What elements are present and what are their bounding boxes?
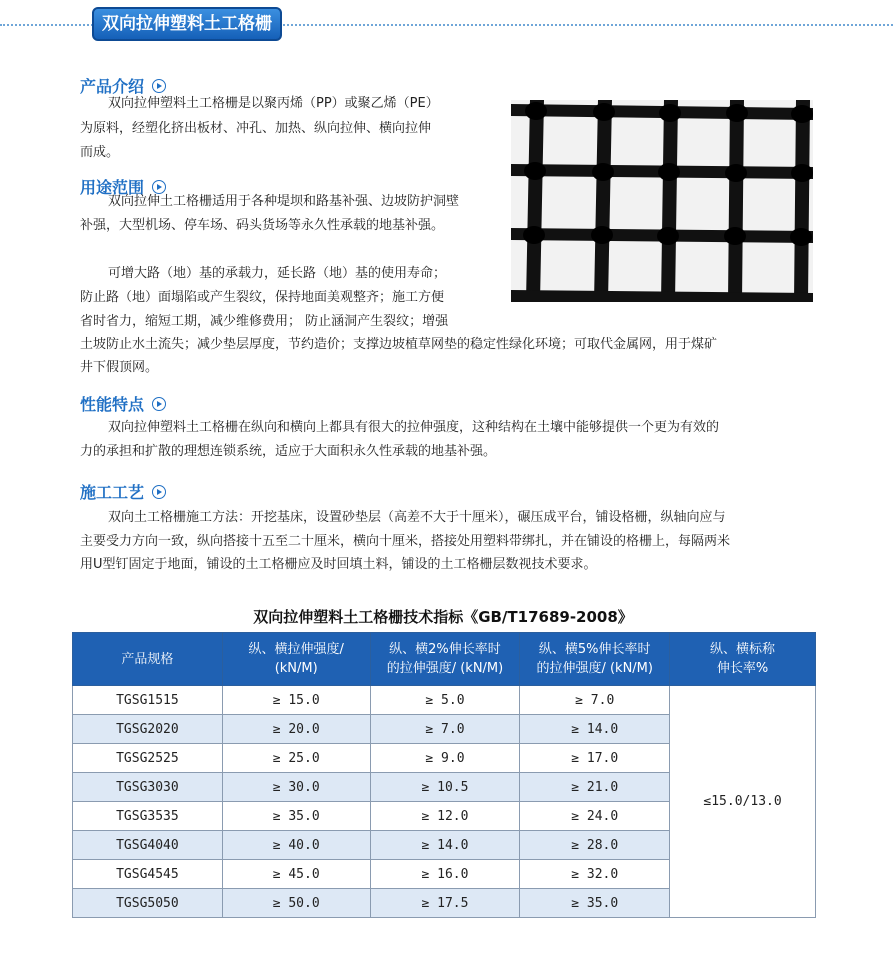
arrow-circle-icon xyxy=(152,180,166,194)
section-title-usage: 用途范围 xyxy=(80,175,166,198)
section-title-intro: 产品介绍 xyxy=(80,74,166,97)
table-cell: ≥ 20.0 xyxy=(222,715,370,744)
table-cell: ≥ 25.0 xyxy=(222,744,370,773)
usage-line: 补强，大型机场、停车场、码头货场等永久性承载的地基补强。 xyxy=(80,218,445,233)
table-cell: ≥ 15.0 xyxy=(222,686,370,715)
table-cell: ≥ 17.0 xyxy=(520,744,670,773)
table-cell: TGSG5050 xyxy=(73,889,223,918)
construction-line: 主要受力方向一致，纵向搭接十五至二十厘米，横向十厘米，搭接处用塑料带绑扎，并在铺设的格栅上，每隔两米 xyxy=(80,534,731,549)
section-title-construction: 施工工艺 xyxy=(80,480,166,503)
table-cell: ≥ 24.0 xyxy=(520,802,670,831)
table-cell: ≥ 45.0 xyxy=(222,860,370,889)
table-cell: ≥ 5.0 xyxy=(370,686,520,715)
table-row xyxy=(73,686,816,715)
table-cell: ≥ 16.0 xyxy=(370,860,520,889)
construction-line: 用U型钉固定于地面，铺设的土工格栅应及时回填土料，铺设的土工格栅层数视技术要求。 xyxy=(80,557,597,572)
spec-table xyxy=(72,632,816,918)
usage-line: 省时省力，缩短工期，减少维修费用； 防止涵洞产生裂纹；增强 xyxy=(80,314,449,329)
header-cell: 纵、横拉伸强度/ (kN/M) xyxy=(222,633,370,686)
features-line: 力的承担和扩散的理想连锁系统，适应于大面积永久性承载的地基补强。 xyxy=(80,444,497,459)
table-header-row xyxy=(73,633,816,686)
usage-line: 井下假顶网。 xyxy=(80,360,159,375)
intro-line: 双向拉伸塑料土工格栅是以聚丙烯（PP）或聚乙烯（PE） xyxy=(108,96,439,111)
intro-line: 而成。 xyxy=(80,145,120,160)
table-cell: ≥ 7.0 xyxy=(370,715,520,744)
arrow-circle-icon xyxy=(152,79,166,93)
table-cell: TGSG4040 xyxy=(73,831,223,860)
table-cell: TGSG2020 xyxy=(73,715,223,744)
geogrid-photo xyxy=(511,100,813,302)
elongation-cell: ≤15.0/13.0 xyxy=(670,686,816,918)
table-cell: TGSG4545 xyxy=(73,860,223,889)
table-cell: TGSG1515 xyxy=(73,686,223,715)
table-cell: ≥ 10.5 xyxy=(370,773,520,802)
table-cell: ≥ 35.0 xyxy=(520,889,670,918)
table-cell: ≥ 30.0 xyxy=(222,773,370,802)
table-cell: ≥ 32.0 xyxy=(520,860,670,889)
usage-line: 土坡防止水土流失；减少垫层厚度，节约造价；支撑边坡植草网垫的稳定性绿化环境；可取代金属网，用于煤矿 xyxy=(80,337,718,352)
arrow-circle-icon xyxy=(152,485,166,499)
page-title: 双向拉伸塑料土工格栅 xyxy=(92,7,282,41)
usage-line: 可增大路（地）基的承载力，延长路（地）基的使用寿命； xyxy=(108,266,447,281)
table-cell: ≥ 28.0 xyxy=(520,831,670,860)
construction-line: 双向土工格栅施工方法：开挖基床，设置砂垫层（高差不大于十厘米），碾压成平台，铺设格栅，纵轴向应与 xyxy=(108,510,726,525)
table-cell: TGSG3030 xyxy=(73,773,223,802)
table-cell: ≥ 40.0 xyxy=(222,831,370,860)
table-cell: TGSG3535 xyxy=(73,802,223,831)
header-cell: 纵、横标称 伸长率% xyxy=(670,633,816,686)
table-cell: TGSG2525 xyxy=(73,744,223,773)
table-cell: ≥ 14.0 xyxy=(520,715,670,744)
header-cell: 纵、横2%伸长率时 的拉伸强度/ (kN/M) xyxy=(370,633,520,686)
table-cell: ≥ 17.5 xyxy=(370,889,520,918)
section-title-features: 性能特点 xyxy=(80,392,166,415)
arrow-circle-icon xyxy=(152,397,166,411)
table-cell: ≥ 12.0 xyxy=(370,802,520,831)
usage-line: 防止路（地）面塌陷或产生裂纹，保持地面美观整齐；施工方便 xyxy=(80,290,445,305)
table-title: 双向拉伸塑料土工格栅技术指标《GB/T17689-2008》 xyxy=(253,608,633,626)
table-cell: ≥ 21.0 xyxy=(520,773,670,802)
table-cell: ≥ 7.0 xyxy=(520,686,670,715)
table-cell: ≥ 14.0 xyxy=(370,831,520,860)
table-cell: ≥ 9.0 xyxy=(370,744,520,773)
features-line: 双向拉伸塑料土工格栅在纵向和横向上都具有很大的拉伸强度，这种结构在土壤中能够提供一个更为有效的 xyxy=(108,420,720,435)
usage-line: 双向拉伸土工格栅适用于各种堤坝和路基补强、边坡防护洞壁 xyxy=(108,194,460,209)
intro-line: 为原料，经塑化挤出板材、冲孔、加热、纵向拉伸、横向拉伸 xyxy=(80,121,432,136)
table-cell: ≥ 35.0 xyxy=(222,802,370,831)
header-cell: 产品规格 xyxy=(73,633,223,686)
header-cell: 纵、横5%伸长率时 的拉伸强度/ (kN/M) xyxy=(520,633,670,686)
table-cell: ≥ 50.0 xyxy=(222,889,370,918)
